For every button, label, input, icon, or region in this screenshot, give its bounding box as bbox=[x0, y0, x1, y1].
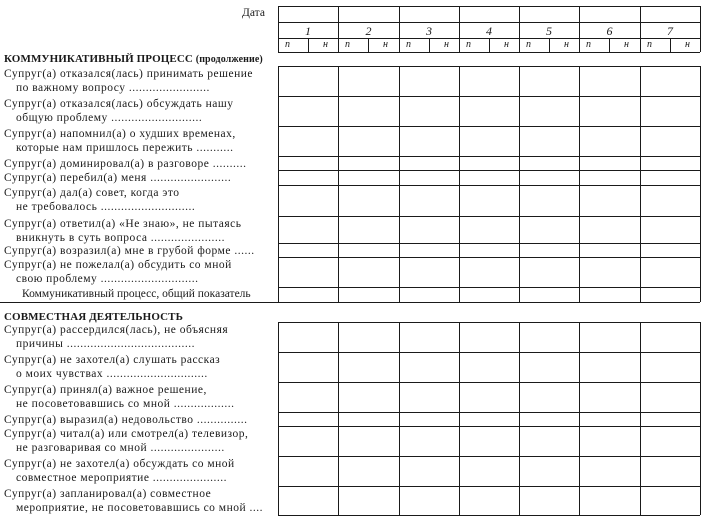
row-line bbox=[278, 352, 700, 353]
row-line bbox=[278, 412, 700, 413]
day-2-n-label: н bbox=[383, 39, 388, 50]
column-line bbox=[459, 66, 460, 302]
row-line bbox=[278, 287, 700, 288]
column-line bbox=[338, 322, 339, 515]
row-line bbox=[278, 126, 700, 127]
column-line bbox=[459, 322, 460, 515]
section-2-bottom-line bbox=[278, 515, 700, 516]
section-title-text: КОММУНИКАТИВНЫЙ ПРОЦЕСС bbox=[4, 53, 193, 65]
behavior-item-s1-6-line-2: не требовалось ............................ bbox=[16, 201, 196, 213]
day-6-p-label: п bbox=[586, 39, 591, 50]
day-1-p-label: п bbox=[285, 39, 290, 50]
behavior-item-s2-3-line-1: Супруг(а) принял(а) важное решение, bbox=[4, 384, 207, 396]
column-line bbox=[278, 322, 279, 515]
row-line bbox=[278, 96, 700, 97]
behavior-item-s1-7-line-2: вникнуть в суть вопроса ...................... bbox=[16, 232, 226, 244]
row-line bbox=[278, 156, 700, 157]
day-7-n-label: н bbox=[685, 39, 690, 50]
day-2-p-label: п bbox=[345, 39, 350, 50]
behavior-item-s2-6-line-2: совместное мероприятие ...................... bbox=[16, 472, 228, 484]
section-subtitle: (продолжение) bbox=[195, 54, 263, 65]
behavior-item-s2-7-line-1: Супруг(а) запланировал(а) совместное bbox=[4, 488, 212, 500]
day-number-6: 6 bbox=[606, 24, 613, 38]
day-number-7: 7 bbox=[667, 24, 673, 38]
column-line bbox=[700, 322, 701, 515]
day-5-p-label: п bbox=[526, 39, 531, 50]
day-3-p-label: п bbox=[406, 39, 411, 50]
column-line bbox=[700, 66, 701, 302]
behavior-item-s1-3-line-2: которые нам пришлось пережить ........... bbox=[16, 142, 234, 154]
behavior-item-s2-4-line-1: Супруг(а) выразил(а) недовольство ............... bbox=[4, 414, 248, 426]
behavior-item-s2-2-line-1: Супруг(а) не захотел(а) слушать рассказ bbox=[4, 354, 221, 366]
behavior-item-s1-4-line-1: Супруг(а) доминировал(а) в разговоре .......... bbox=[4, 158, 247, 170]
behavior-item-s1-3-line-1: Супруг(а) напомнил(а) о худших временах, bbox=[4, 128, 236, 140]
section-title-joint-activity: СОВМЕСТНАЯ ДЕЯТЕЛЬНОСТЬ bbox=[4, 311, 183, 323]
row-line bbox=[278, 243, 700, 244]
row-line bbox=[278, 426, 700, 427]
behavior-item-s1-9-line-2: свою проблему ............................. bbox=[16, 273, 199, 285]
day-4-n-label: н bbox=[504, 39, 509, 50]
behavior-item-s2-5-line-1: Супруг(а) читал(а) или смотрел(а) телевизор, bbox=[4, 428, 249, 440]
day-number-2: 2 bbox=[365, 24, 372, 38]
behavior-item-s2-6-line-1: Супруг(а) не захотел(а) обсуждать со мной bbox=[4, 458, 235, 470]
column-line bbox=[579, 322, 580, 515]
behavior-item-s1-2-line-2: общую проблему ........................... bbox=[16, 112, 203, 124]
day-number-3: 3 bbox=[426, 24, 432, 38]
day-7-p-label: п bbox=[647, 39, 652, 50]
row-line bbox=[278, 257, 700, 258]
half-column-line bbox=[670, 38, 671, 52]
behavior-item-s1-2-line-1: Супруг(а) отказался(лась) обсуждать нашу bbox=[4, 98, 234, 110]
section-total-label: Коммуникативный процесс, общий показатель bbox=[22, 288, 251, 300]
day-number-1: 1 bbox=[305, 24, 311, 38]
behavior-item-s2-5-line-2: не разговаривая со мной ...................... bbox=[16, 442, 225, 454]
half-column-line bbox=[368, 38, 369, 52]
section-1-top-line bbox=[278, 66, 700, 67]
column-line bbox=[640, 66, 641, 302]
behavior-item-s2-1-line-1: Супруг(а) рассердился(лась), не объясняя bbox=[4, 324, 229, 336]
column-line bbox=[579, 66, 580, 302]
date-label: Дата bbox=[242, 7, 265, 19]
behavior-item-s2-2-line-2: о моих чувствах .............................. bbox=[16, 368, 208, 380]
column-line bbox=[399, 322, 400, 515]
row-line bbox=[278, 486, 700, 487]
column-line bbox=[338, 66, 339, 302]
half-column-line bbox=[429, 38, 430, 52]
section-1-bottom-line bbox=[0, 302, 700, 303]
behavior-item-s2-7-line-2: мероприятие, не посоветовавшись со мной .... bbox=[16, 502, 264, 514]
header-bottom-line bbox=[278, 52, 700, 53]
row-line bbox=[278, 382, 700, 383]
column-line bbox=[519, 322, 520, 515]
behavior-item-s1-8-line-1: Супруг(а) возразил(а) мне в грубой форме ...... bbox=[4, 245, 255, 257]
day-6-n-label: н bbox=[624, 39, 629, 50]
column-line bbox=[519, 66, 520, 302]
row-line bbox=[278, 170, 700, 171]
behavior-item-s1-9-line-1: Супруг(а) не пожелал(а) обсудить со мной bbox=[4, 259, 232, 271]
half-column-line bbox=[489, 38, 490, 52]
column-line bbox=[278, 66, 279, 302]
row-line bbox=[278, 185, 700, 186]
row-line bbox=[278, 456, 700, 457]
behavior-item-s1-7-line-1: Супруг(а) ответил(а) «Не знаю», не пытаясь bbox=[4, 218, 242, 230]
section-title-communication bbox=[4, 53, 263, 65]
behavior-item-s1-1-line-1: Супруг(а) отказался(лась) принимать решение bbox=[4, 68, 253, 80]
header-top-line bbox=[278, 6, 700, 7]
section-2-top-line bbox=[278, 322, 700, 323]
day-1-n-label: н bbox=[323, 39, 328, 50]
behavior-item-s1-5-line-1: Супруг(а) перебил(а) меня ........................ bbox=[4, 172, 232, 184]
half-column-line bbox=[308, 38, 309, 52]
header-column-line bbox=[700, 6, 701, 52]
day-number-4: 4 bbox=[486, 24, 492, 38]
day-5-n-label: н bbox=[564, 39, 569, 50]
behavior-item-s1-6-line-1: Супруг(а) дал(а) совет, когда это bbox=[4, 187, 180, 199]
behavior-item-s2-1-line-2: причины ...................................... bbox=[16, 338, 196, 350]
day-3-n-label: н bbox=[444, 39, 449, 50]
header-line bbox=[278, 22, 700, 23]
behavior-item-s1-1-line-2: по важному вопросу ........................ bbox=[16, 82, 210, 94]
half-column-line bbox=[609, 38, 610, 52]
row-line bbox=[278, 216, 700, 217]
day-4-p-label: п bbox=[466, 39, 471, 50]
column-line bbox=[399, 66, 400, 302]
column-line bbox=[640, 322, 641, 515]
day-number-5: 5 bbox=[546, 24, 552, 38]
half-column-line bbox=[549, 38, 550, 52]
behavior-item-s2-3-line-2: не посоветовавшись со мной .................. bbox=[16, 398, 235, 410]
